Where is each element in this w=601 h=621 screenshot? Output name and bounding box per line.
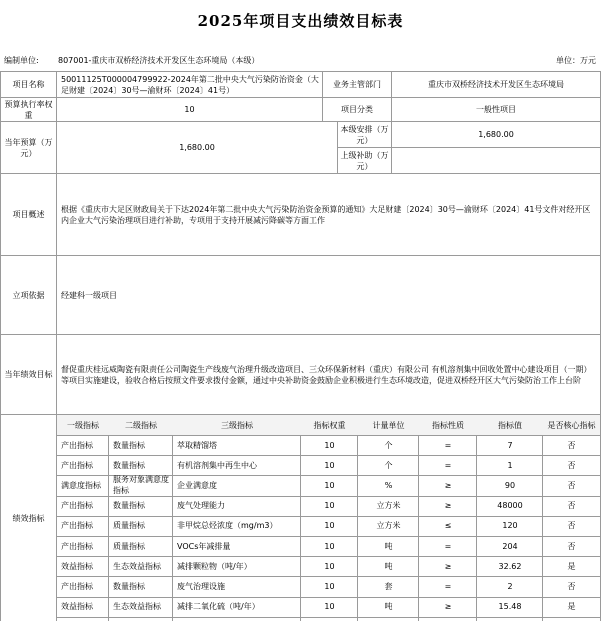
column-header: 二级指标 bbox=[109, 415, 173, 435]
indicator-value: 48000 bbox=[497, 501, 523, 511]
is-core: 否 bbox=[567, 581, 576, 591]
column-header: 指标权重 bbox=[301, 415, 358, 435]
indicator-nature: = bbox=[444, 460, 452, 470]
level2-indicator: 数量指标 bbox=[113, 460, 145, 470]
indicator-value: 1 bbox=[507, 460, 513, 470]
unit: 吨 bbox=[384, 541, 393, 551]
indicator-value: 2 bbox=[507, 581, 513, 591]
page-title: 2025年项目支出绩效目标表 bbox=[197, 12, 404, 30]
level3-indicator: 非甲烷总烃浓度（mg/m3） bbox=[177, 521, 278, 531]
basis-label: 立项依据 bbox=[12, 290, 45, 300]
indicator-weight: 10 bbox=[324, 501, 335, 511]
indicator-section-label: 绩效指标 bbox=[12, 513, 45, 523]
level3-indicator: 废气处理能力 bbox=[177, 501, 225, 511]
exec-weight-value: 10 bbox=[184, 105, 195, 114]
level2-indicator: 生态效益指标 bbox=[113, 561, 161, 571]
level1-indicator: 产出指标 bbox=[61, 521, 93, 531]
indicator-nature: ≥ bbox=[444, 501, 452, 511]
category-label: 项目分类 bbox=[341, 105, 373, 114]
indicator-nature: ≤ bbox=[444, 521, 452, 531]
level1-indicator: 产出指标 bbox=[61, 460, 93, 470]
column-header: 三级指标 bbox=[173, 415, 301, 435]
indicator-value: 15.48 bbox=[498, 602, 522, 612]
is-core: 是 bbox=[567, 602, 576, 612]
level1-indicator: 效益指标 bbox=[61, 602, 93, 612]
project-name-value: 50011125T000004799922-2024年第二批中央大气污染防治资金（大足财建〔2024〕30号—渝财环〔2024〕41号） bbox=[61, 74, 319, 95]
budget-label: 当年预算（万元） bbox=[4, 137, 53, 158]
indicator-weight: 10 bbox=[324, 602, 335, 612]
indicator-nature: = bbox=[444, 581, 452, 591]
level1-indicator: 满意度指标 bbox=[61, 480, 101, 490]
level2-indicator: 生态效益指标 bbox=[113, 602, 161, 612]
column-header: 是否核心指标 bbox=[543, 415, 600, 435]
level3-indicator: 企业满意度 bbox=[177, 480, 217, 490]
level2-indicator: 数量指标 bbox=[113, 581, 145, 591]
level1-indicator: 产出指标 bbox=[61, 541, 93, 551]
level2-indicator: 服务对象满意度指标 bbox=[113, 475, 169, 496]
dept-label: 业务主管部门 bbox=[333, 80, 381, 89]
project-name-label: 项目名称 bbox=[12, 80, 45, 89]
level2-indicator: 数量指标 bbox=[113, 440, 145, 450]
indicator-weight: 10 bbox=[324, 480, 335, 490]
org-value: 807001-重庆市双桥经济技术开发区生态环境局（本级） bbox=[58, 56, 260, 65]
indicator-weight: 10 bbox=[324, 460, 335, 470]
unit: 吨 bbox=[384, 602, 393, 612]
dept-value: 重庆市双桥经济技术开发区生态环境局 bbox=[428, 80, 564, 89]
indicator-weight: 10 bbox=[324, 581, 335, 591]
column-header: 指标性质 bbox=[419, 415, 477, 435]
indicator-nature: ≥ bbox=[444, 561, 452, 571]
goal-label: 当年绩效目标 bbox=[4, 370, 53, 379]
this-level-label: 本级安排（万元） bbox=[340, 124, 389, 145]
level2-indicator: 质量指标 bbox=[113, 521, 145, 531]
budget-value: 1,680.00 bbox=[179, 143, 215, 152]
is-core: 否 bbox=[567, 541, 576, 551]
unit-label: 单位：万元 bbox=[556, 56, 596, 65]
unit: 个 bbox=[384, 440, 393, 450]
goal-value: 督促重庆桂远威陶瓷有限责任公司陶瓷生产线废气治理升级改造项目、三众环保新材料（重庆）有限公司 有机溶剂集中回收处置中心建设项目（一期）等项目实施建设，验收合格后按照文件要求拨付金额，通过中央补助资金鼓励企业积极进行生态环境改造，促进双桥经开区大气污染防治工作上台阶 bbox=[61, 364, 592, 385]
unit: 吨 bbox=[384, 561, 393, 571]
upper-label: 上级补助（万元） bbox=[340, 150, 389, 171]
unit: % bbox=[384, 480, 393, 490]
indicator-value: 90 bbox=[504, 480, 516, 490]
level3-indicator: 减排颗粒物（吨/年） bbox=[177, 561, 252, 571]
upper-value bbox=[392, 148, 600, 173]
level1-indicator: 产出指标 bbox=[61, 581, 93, 591]
indicator-nature: = bbox=[444, 541, 452, 551]
indicator-nature: ≥ bbox=[444, 480, 452, 490]
org-label: 编制单位: bbox=[4, 56, 39, 65]
unit: 套 bbox=[384, 581, 393, 591]
indicator-weight: 10 bbox=[324, 440, 335, 450]
overview-label: 项目概述 bbox=[12, 210, 45, 219]
unit: 立方米 bbox=[376, 501, 401, 511]
level3-indicator: VOCs年减排量 bbox=[177, 541, 231, 551]
this-level-value: 1,680.00 bbox=[478, 130, 514, 139]
level3-indicator: 减排二氧化硫（吨/年） bbox=[177, 602, 260, 612]
indicator-value: 120 bbox=[502, 521, 518, 531]
level1-indicator: 产出指标 bbox=[61, 501, 93, 511]
indicator-nature: ≥ bbox=[444, 602, 452, 612]
exec-weight-label: 预算执行率权重 bbox=[4, 99, 53, 120]
column-header: 一级指标 bbox=[57, 415, 109, 435]
level3-indicator: 有机溶剂集中再生中心 bbox=[177, 460, 257, 470]
indicator-value: 204 bbox=[502, 541, 518, 551]
level2-indicator: 质量指标 bbox=[113, 541, 145, 551]
indicator-weight: 10 bbox=[324, 521, 335, 531]
is-core: 否 bbox=[567, 521, 576, 531]
is-core: 否 bbox=[567, 501, 576, 511]
column-header: 计量单位 bbox=[358, 415, 419, 435]
indicator-nature: = bbox=[444, 440, 452, 450]
level1-indicator: 效益指标 bbox=[61, 561, 93, 571]
indicator-weight: 10 bbox=[324, 561, 335, 571]
category-value: 一般性项目 bbox=[476, 105, 516, 114]
is-core: 否 bbox=[567, 440, 576, 450]
level3-indicator: 萃取精馏塔 bbox=[177, 440, 217, 450]
unit: 立方米 bbox=[376, 521, 401, 531]
indicator-value: 32.62 bbox=[498, 561, 522, 571]
indicator-value: 7 bbox=[507, 440, 513, 450]
level1-indicator: 产出指标 bbox=[61, 440, 93, 450]
level2-indicator: 数量指标 bbox=[113, 501, 145, 511]
is-core: 否 bbox=[567, 480, 576, 490]
is-core: 是 bbox=[567, 561, 576, 571]
indicator-weight: 10 bbox=[324, 541, 335, 551]
column-header: 指标值 bbox=[477, 415, 543, 435]
is-core: 否 bbox=[567, 460, 576, 470]
overview-value: 根据《重庆市大足区财政局关于下达2024年第二批中央大气污染防治资金预算的通知》大足财建〔2024〕30号—渝财环〔2024〕41号文件对经开区内企业大气污染治理项目进行补助，专项用于支持开展减污降碳等方面工作 bbox=[61, 204, 591, 225]
level3-indicator: 废气治理设施 bbox=[177, 581, 225, 591]
unit: 个 bbox=[384, 460, 393, 470]
row-divider bbox=[56, 617, 601, 618]
basis-value: 经建科一级项目 bbox=[61, 290, 117, 300]
